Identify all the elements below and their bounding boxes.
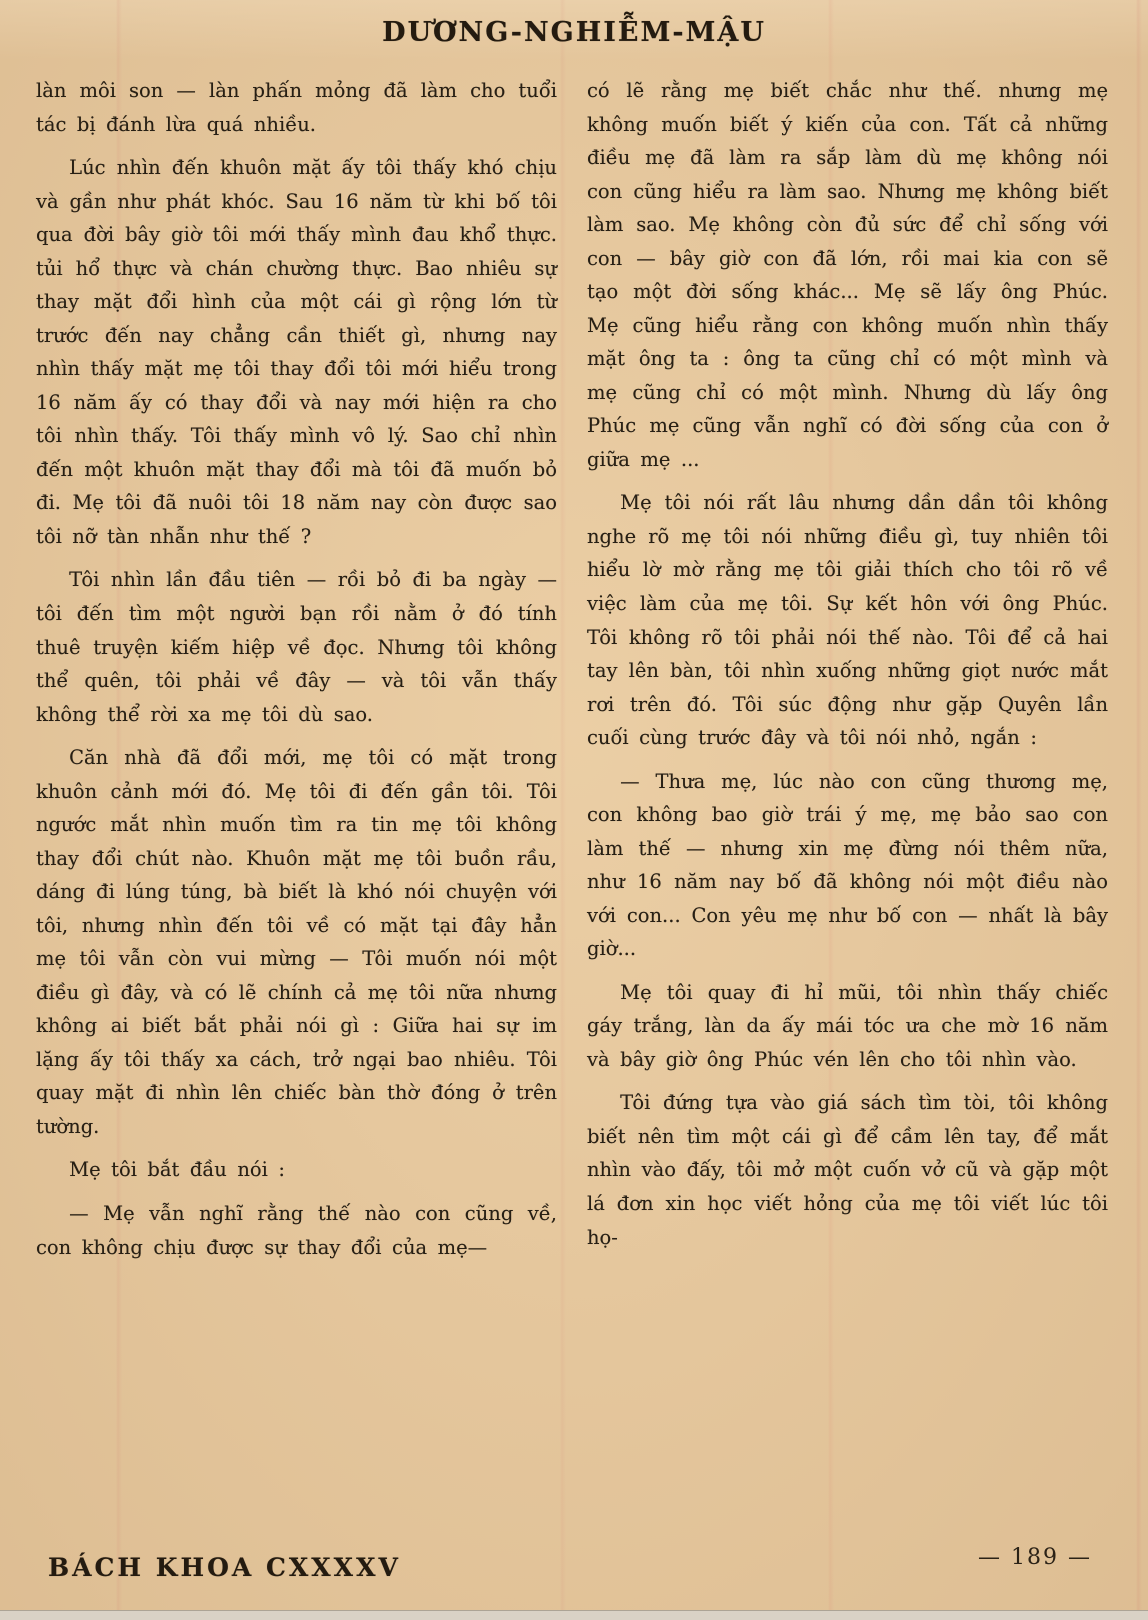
text-columns [0, 48, 1148, 1274]
paragraph: có lẽ rằng mẹ biết chắc như thế. nhưng mẹ không muốn biết ý kiến của con. Tất cả những điều mẹ đã làm ra sắp làm dù mẹ không nói con cũng hiểu ra làm sao. Nhưng mẹ không biết làm sao. Mẹ không còn đủ sức để chỉ sống với con — bây giờ con đã lớn, rồi mai kia con sẽ tạo một đời sống khác... Mẹ sẽ lấy ông Phúc. Mẹ cũng hiểu rằng con không muốn nhìn thấy mặt ông ta : ông ta cũng chỉ có một mình và mẹ cũng chỉ có một mình. Nhưng dù lấy ông Phúc mẹ cũng vẫn nghĩ có đời sống của con ở giữa mẹ ... [587, 79, 1108, 471]
page-footer [0, 1545, 1148, 1582]
paragraph: Tôi đứng tựa vào giá sách tìm tòi, tôi không biết nên tìm một cái gì để cầm lên tay, để mắt nhìn vào đấy, tôi mở một cuốn vở cũ và gặp một lá đơn xin học viết hỏng của mẹ tôi viết lúc tôi họ- [587, 1091, 1108, 1249]
paragraph-dialogue: — Thưa mẹ, lúc nào con cũng thương mẹ, con không bao giờ trái ý mẹ, mẹ bảo sao con làm thế — nhưng xin mẹ đừng nói thêm nữa, như 16 năm nay bố đã không nói một điều nào với con... Con yêu mẹ như bố con — nhất là bây giờ... [587, 769, 1108, 961]
column-left [36, 74, 557, 1274]
paragraph: Mẹ tôi quay đi hỉ mũi, tôi nhìn thấy chiếc gáy trắng, làn da ấy mái tóc ưa che mờ 16 năm và bây giờ ông Phúc vén lên cho tôi nhìn vào. [587, 980, 1108, 1071]
paragraph-dialogue: — Mẹ vẫn nghĩ rằng thế nào con cũng về, con không chịu được sự thay đổi của mẹ— [36, 1202, 557, 1259]
journal-issue-label: BÁCH KHOA CXXXXV [48, 1553, 401, 1582]
page-header [0, 0, 1148, 48]
paragraph: Căn nhà đã đổi mới, mẹ tôi có mặt trong khuôn cảnh mới đó. Mẹ tôi đi đến gần tôi. Tôi ngước mắt nhìn muốn tìm ra tin mẹ tôi không thay đổi chút nào. Khuôn mặt mẹ tôi buồn rầu, dáng đi lúng túng, bà biết là khó nói chuyện với tôi, nhưng nhìn đến tôi về có mặt tại đây hẳn mẹ tôi vẫn còn vui mừng — Tôi muốn nói một điều gì đây, và có lẽ chính cả mẹ tôi nữa nhưng không ai biết bắt phải nói gì : Giữa hai sự im lặng ấy tôi thấy xa cách, trở ngại bao nhiêu. Tôi quay mặt đi nhìn lên chiếc bàn thờ đóng ở trên tường. [36, 746, 557, 1138]
paragraph: Tôi nhìn lần đầu tiên — rồi bỏ đi ba ngày — tôi đến tìm một người bạn rồi nằm ở đó tính thuê truyện kiếm hiệp về đọc. Nhưng tôi không thể quên, tôi phải về đây — và tôi vẫn thấy không thể rời xa mẹ tôi dù sao. [36, 568, 557, 726]
paragraph: Lúc nhìn đến khuôn mặt ấy tôi thấy khó chịu và gần như phát khóc. Sau 16 năm từ khi bố tôi qua đời bây giờ tôi mới thấy mình đau khổ thực. tủi hổ thực và chán chường thực. Bao nhiêu sự thay mặt đổi hình của một cái gì rộng lớn từ trước đến nay chẳng cần thiết gì, nhưng nay nhìn thấy mặt mẹ tôi thay đổi tôi mới hiểu trong 16 năm ấy có thay đổi và nay mới hiện ra cho tôi nhìn thấy. Tôi thấy mình vô lý. Sao chỉ nhìn đến một khuôn mặt thay đổi mà tôi đã muốn bỏ đi. Mẹ tôi đã nuôi tôi 18 năm nay còn được sao tôi nỡ tàn nhẫn như thế ? [36, 156, 557, 548]
paragraph: làn môi son — làn phấn mỏng đã làm cho tuổi tác bị đánh lừa quá nhiều. [36, 79, 557, 136]
page-number: — 189 — [978, 1545, 1092, 1570]
scan-edge [0, 1610, 1148, 1620]
author-running-head: DƯƠNG-NGHIỄM-MẬU [382, 17, 766, 48]
column-right [587, 74, 1108, 1274]
paragraph: Mẹ tôi bắt đầu nói : [69, 1158, 285, 1182]
paragraph: Mẹ tôi nói rất lâu nhưng dần dần tôi không nghe rõ mẹ tôi nói những điều gì, tuy nhiên tôi hiểu lờ mờ rằng mẹ tôi giải thích cho tôi rõ về việc làm của mẹ tôi. Sự kết hôn với ông Phúc. Tôi không rõ tôi phải nói thế nào. Tôi để cả hai tay lên bàn, tôi nhìn xuống những giọt nước mắt rơi trên đó. Tôi súc động như gặp Quyên lần cuối cùng trước đây và tôi nói nhỏ, ngắn : [587, 491, 1108, 750]
